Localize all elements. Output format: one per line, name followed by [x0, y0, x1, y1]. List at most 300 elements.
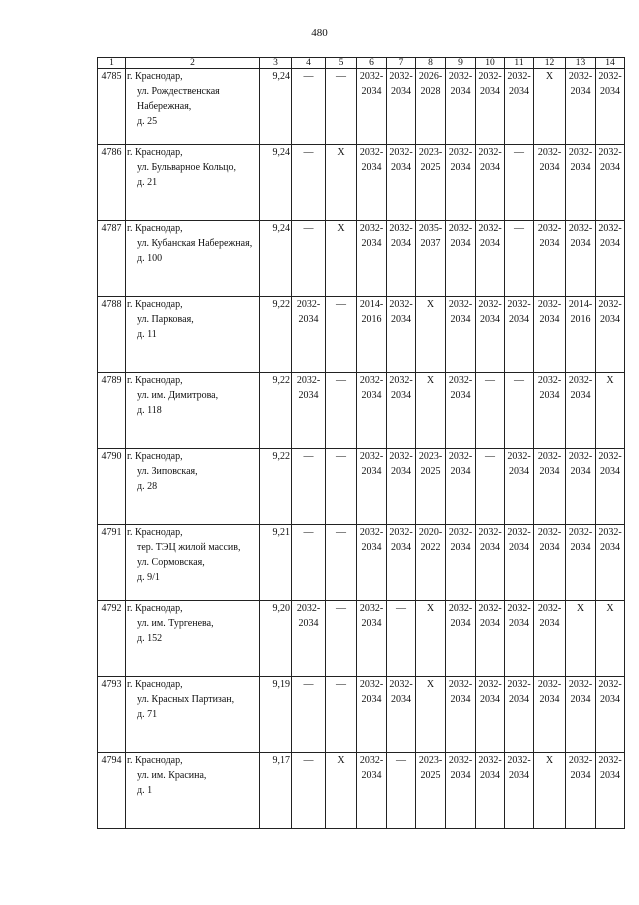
cost-cell: 9,21	[260, 525, 292, 601]
period-end: 2034	[298, 390, 319, 401]
period-end: 2034	[600, 314, 620, 325]
period-end: 2034	[391, 314, 411, 325]
period-cell: —	[476, 373, 505, 449]
period-cell: Х	[416, 601, 446, 677]
period-cell	[566, 449, 596, 525]
period-start: 2032-	[359, 223, 384, 234]
period-start: 2032-	[478, 603, 502, 614]
period-start: 2032-	[448, 223, 473, 234]
row-number: 4792	[98, 601, 126, 677]
period-start: 2032-	[359, 603, 384, 614]
period-cell: —	[326, 449, 357, 525]
table-body	[98, 69, 625, 829]
period-cell	[476, 525, 505, 601]
table-row	[98, 145, 625, 221]
period-end: 2034	[539, 314, 560, 325]
period-end: 2034	[570, 694, 591, 705]
period-start: 2032-	[507, 755, 531, 766]
address-cell	[126, 69, 260, 145]
register-table	[97, 57, 625, 829]
period-start: 2023-	[418, 147, 443, 158]
address-line: д. 9/1	[137, 572, 160, 583]
period-start: 2032-	[568, 147, 593, 158]
period-end: 2025	[420, 466, 441, 477]
address-line: г. Краснодар,	[127, 527, 183, 538]
period-cell	[566, 373, 596, 449]
table-row	[98, 297, 625, 373]
address-line: ул. Зиповская,	[137, 466, 198, 477]
period-cell	[596, 221, 625, 297]
period-end: 2034	[509, 86, 529, 97]
period-end: 2034	[361, 770, 382, 781]
address-line: г. Краснодар,	[127, 71, 183, 82]
period-cell	[566, 145, 596, 221]
period-end: 2034	[570, 466, 591, 477]
period-end: 2034	[509, 314, 529, 325]
table-row	[98, 449, 625, 525]
period-end: 2034	[391, 162, 411, 173]
period-cell: —	[387, 753, 416, 829]
row-number: 4791	[98, 525, 126, 601]
period-cell	[566, 525, 596, 601]
period-end: 2016	[570, 314, 591, 325]
period-cell	[566, 69, 596, 145]
period-cell	[534, 221, 566, 297]
period-cell	[505, 525, 534, 601]
period-cell	[476, 601, 505, 677]
period-start: 2032-	[478, 755, 502, 766]
period-cell	[476, 677, 505, 753]
period-end: 2016	[361, 314, 382, 325]
period-start: 2014-	[568, 299, 593, 310]
period-cell	[566, 221, 596, 297]
period-end: 2034	[361, 86, 382, 97]
period-end: 2034	[539, 466, 560, 477]
address-line: ул. Кубанская Набережная,	[137, 238, 253, 249]
address-line: г. Краснодар,	[127, 603, 183, 614]
period-start: 2032-	[537, 603, 562, 614]
period-cell: Х	[326, 221, 357, 297]
period-start: 2032-	[537, 375, 562, 386]
column-header: 11	[505, 58, 534, 69]
header-row	[98, 58, 625, 69]
period-start: 2032-	[448, 527, 473, 538]
period-start: 2032-	[598, 679, 622, 690]
period-cell: Х	[596, 373, 625, 449]
period-start: 2035-	[418, 223, 443, 234]
period-end: 2034	[361, 238, 382, 249]
period-end: 2034	[298, 314, 319, 325]
address-cell	[126, 373, 260, 449]
period-cell	[357, 373, 387, 449]
period-end: 2034	[600, 86, 620, 97]
period-cell	[416, 145, 446, 221]
period-cell	[416, 525, 446, 601]
period-end: 2034	[480, 542, 500, 553]
period-cell	[505, 297, 534, 373]
period-start: 2032-	[507, 299, 531, 310]
period-start: 2032-	[359, 375, 384, 386]
address-cell	[126, 221, 260, 297]
period-cell	[596, 449, 625, 525]
period-end: 2034	[480, 314, 500, 325]
period-start: 2026-	[418, 71, 443, 82]
period-start: 2023-	[418, 451, 443, 462]
row-number: 4790	[98, 449, 126, 525]
row-number: 4787	[98, 221, 126, 297]
address-line: ул. Бульварное Кольцо,	[137, 162, 237, 173]
period-start: 2032-	[568, 223, 593, 234]
address-line: д. 71	[137, 709, 158, 720]
column-header: 5	[326, 58, 357, 69]
period-end: 2034	[570, 238, 591, 249]
period-cell	[596, 145, 625, 221]
period-cell: —	[505, 373, 534, 449]
period-cell	[534, 525, 566, 601]
period-end: 2034	[539, 390, 560, 401]
address-line: ул. Сормовская,	[137, 557, 205, 568]
period-cell	[387, 525, 416, 601]
address-cell	[126, 145, 260, 221]
table-row	[98, 525, 625, 601]
address-line: д. 152	[137, 633, 163, 644]
period-cell	[357, 145, 387, 221]
period-start: 2032-	[359, 451, 384, 462]
period-start: 2032-	[507, 527, 531, 538]
period-start: 2032-	[537, 451, 562, 462]
period-cell	[534, 373, 566, 449]
period-start: 2032-	[448, 451, 473, 462]
period-end: 2034	[509, 770, 529, 781]
address-line: ул. им. Красина,	[137, 770, 207, 781]
period-start: 2032-	[448, 375, 473, 386]
page-number: 480	[311, 27, 328, 39]
period-start: 2032-	[389, 299, 413, 310]
period-cell	[416, 449, 446, 525]
period-end: 2034	[450, 694, 471, 705]
period-start: 2032-	[448, 147, 473, 158]
address-line: г. Краснодар,	[127, 147, 183, 158]
period-start: 2032-	[359, 527, 384, 538]
period-start: 2032-	[478, 71, 502, 82]
period-cell	[416, 753, 446, 829]
address-line: тер. ТЭЦ жилой массив,	[137, 542, 241, 553]
period-cell	[357, 525, 387, 601]
period-start: 2032-	[478, 223, 502, 234]
address-cell	[126, 753, 260, 829]
period-cell	[387, 145, 416, 221]
table-row	[98, 373, 625, 449]
period-cell	[566, 677, 596, 753]
column-header: 2	[126, 58, 260, 69]
period-start: 2032-	[598, 527, 622, 538]
period-cell: —	[387, 601, 416, 677]
period-start: 2032-	[359, 755, 384, 766]
address-line: д. 21	[137, 177, 158, 188]
period-start: 2032-	[507, 603, 531, 614]
address-line: ул. Красных Партизан,	[137, 694, 235, 705]
column-header: 13	[566, 58, 596, 69]
period-start: 2020-	[418, 527, 443, 538]
period-cell	[505, 69, 534, 145]
period-end: 2028	[420, 86, 441, 97]
period-cell: Х	[534, 753, 566, 829]
period-end: 2034	[570, 390, 591, 401]
period-cell	[357, 753, 387, 829]
period-end: 2025	[420, 770, 441, 781]
table-row	[98, 677, 625, 753]
column-header: 8	[416, 58, 446, 69]
period-cell	[596, 297, 625, 373]
column-header: 10	[476, 58, 505, 69]
period-cell: Х	[416, 373, 446, 449]
table-row	[98, 753, 625, 829]
period-end: 2034	[391, 86, 411, 97]
column-header: 12	[534, 58, 566, 69]
period-cell	[446, 69, 476, 145]
address-cell	[126, 601, 260, 677]
period-start: 2032-	[478, 527, 502, 538]
period-cell	[357, 221, 387, 297]
column-header: 9	[446, 58, 476, 69]
period-end: 2034	[361, 618, 382, 629]
period-end: 2034	[570, 86, 591, 97]
period-end: 2034	[509, 542, 529, 553]
period-end: 2034	[509, 618, 529, 629]
period-start: 2032-	[389, 223, 413, 234]
period-cell: —	[292, 677, 326, 753]
period-start: 2032-	[598, 223, 622, 234]
period-cell: —	[326, 69, 357, 145]
period-cell	[446, 373, 476, 449]
period-cell	[596, 677, 625, 753]
period-cell: Х	[566, 601, 596, 677]
column-header: 4	[292, 58, 326, 69]
period-end: 2034	[361, 466, 382, 477]
period-start: 2032-	[507, 451, 531, 462]
period-end: 2034	[539, 238, 560, 249]
period-end: 2034	[509, 466, 529, 477]
period-cell	[476, 297, 505, 373]
period-cell	[387, 677, 416, 753]
address-cell	[126, 677, 260, 753]
period-cell	[505, 753, 534, 829]
period-start: 2032-	[296, 375, 321, 386]
period-cell	[534, 297, 566, 373]
period-end: 2034	[450, 466, 471, 477]
period-cell	[387, 449, 416, 525]
period-end: 2034	[450, 238, 471, 249]
period-cell: Х	[326, 753, 357, 829]
period-cell: —	[292, 145, 326, 221]
period-cell	[446, 221, 476, 297]
period-start: 2032-	[537, 299, 562, 310]
address-line: д. 118	[137, 405, 162, 416]
period-cell: —	[326, 525, 357, 601]
period-end: 2034	[450, 86, 471, 97]
period-cell	[387, 297, 416, 373]
period-start: 2032-	[537, 527, 562, 538]
period-cell: —	[292, 69, 326, 145]
period-end: 2034	[391, 466, 411, 477]
period-cell	[357, 601, 387, 677]
period-end: 2034	[480, 162, 500, 173]
period-cell	[534, 145, 566, 221]
period-start: 2032-	[389, 679, 413, 690]
period-cell	[446, 297, 476, 373]
period-cell: —	[505, 145, 534, 221]
period-start: 2032-	[448, 679, 473, 690]
row-number: 4794	[98, 753, 126, 829]
period-start: 2032-	[537, 147, 562, 158]
period-end: 2034	[450, 162, 471, 173]
period-start: 2032-	[568, 755, 593, 766]
table-row	[98, 221, 625, 297]
period-cell	[596, 525, 625, 601]
period-cell	[446, 449, 476, 525]
period-cell: —	[292, 221, 326, 297]
period-start: 2032-	[598, 147, 622, 158]
period-cell: Х	[416, 677, 446, 753]
table-row	[98, 69, 625, 145]
period-start: 2032-	[448, 603, 473, 614]
period-end: 2034	[509, 694, 529, 705]
period-cell	[476, 221, 505, 297]
period-end: 2034	[361, 694, 382, 705]
period-start: 2032-	[568, 527, 593, 538]
period-start: 2032-	[478, 147, 502, 158]
row-number: 4785	[98, 69, 126, 145]
column-header: 7	[387, 58, 416, 69]
period-cell	[596, 69, 625, 145]
period-start: 2032-	[389, 527, 413, 538]
period-end: 2034	[570, 542, 591, 553]
period-end: 2034	[450, 770, 471, 781]
period-cell: Х	[326, 145, 357, 221]
period-cell	[292, 601, 326, 677]
address-cell	[126, 525, 260, 601]
address-line: ул. Парковая,	[137, 314, 194, 325]
period-cell	[446, 601, 476, 677]
period-cell	[446, 677, 476, 753]
period-start: 2032-	[568, 451, 593, 462]
period-end: 2034	[480, 618, 500, 629]
period-start: 2032-	[296, 299, 321, 310]
period-end: 2034	[570, 162, 591, 173]
period-end: 2025	[420, 162, 441, 173]
cost-cell: 9,22	[260, 297, 292, 373]
period-cell	[357, 677, 387, 753]
period-start: 2032-	[448, 755, 473, 766]
period-cell	[387, 373, 416, 449]
period-cell: —	[326, 373, 357, 449]
period-start: 2032-	[568, 375, 593, 386]
address-cell	[126, 449, 260, 525]
address-cell	[126, 297, 260, 373]
address-line: ул. Рождественская	[137, 86, 220, 97]
address-line: д. 1	[137, 785, 153, 796]
period-end: 2034	[600, 542, 620, 553]
address-line: г. Краснодар,	[127, 375, 183, 386]
period-end: 2034	[570, 770, 591, 781]
period-cell	[534, 601, 566, 677]
period-end: 2034	[539, 618, 560, 629]
period-cell	[446, 145, 476, 221]
period-cell	[357, 449, 387, 525]
cost-cell: 9,17	[260, 753, 292, 829]
period-start: 2032-	[448, 71, 473, 82]
address-line: г. Краснодар,	[127, 755, 183, 766]
period-cell	[566, 297, 596, 373]
period-end: 2034	[600, 694, 620, 705]
period-cell	[566, 753, 596, 829]
period-start: 2032-	[389, 375, 413, 386]
period-cell: —	[326, 677, 357, 753]
period-start: 2032-	[359, 71, 384, 82]
period-cell	[476, 145, 505, 221]
period-end: 2034	[391, 542, 411, 553]
period-cell: Х	[534, 69, 566, 145]
address-line: д. 100	[137, 253, 163, 264]
period-start: 2032-	[296, 603, 321, 614]
period-cell	[476, 753, 505, 829]
column-header: 6	[357, 58, 387, 69]
period-end: 2022	[420, 542, 441, 553]
address-line: д. 28	[137, 481, 158, 492]
period-start: 2032-	[389, 147, 413, 158]
period-start: 2032-	[537, 223, 562, 234]
column-header: 1	[98, 58, 126, 69]
period-end: 2034	[480, 770, 500, 781]
cost-cell: 9,22	[260, 373, 292, 449]
cost-cell: 9,24	[260, 145, 292, 221]
period-cell: —	[476, 449, 505, 525]
period-cell	[534, 449, 566, 525]
period-cell	[387, 69, 416, 145]
column-header: 14	[596, 58, 625, 69]
period-cell	[476, 69, 505, 145]
period-start: 2032-	[568, 71, 593, 82]
period-cell: —	[292, 525, 326, 601]
period-cell	[416, 221, 446, 297]
period-start: 2032-	[598, 451, 622, 462]
period-end: 2034	[361, 542, 382, 553]
period-cell	[505, 449, 534, 525]
column-header: 3	[260, 58, 292, 69]
period-end: 2034	[539, 162, 560, 173]
period-start: 2032-	[598, 71, 622, 82]
cost-cell: 9,24	[260, 69, 292, 145]
period-cell	[505, 601, 534, 677]
period-cell	[357, 69, 387, 145]
period-cell: —	[326, 297, 357, 373]
period-cell: —	[292, 753, 326, 829]
period-start: 2032-	[389, 71, 413, 82]
period-cell	[292, 297, 326, 373]
period-start: 2032-	[359, 679, 384, 690]
period-end: 2034	[480, 694, 500, 705]
period-start: 2032-	[478, 679, 502, 690]
row-number: 4793	[98, 677, 126, 753]
cost-cell: 9,20	[260, 601, 292, 677]
period-cell: —	[292, 449, 326, 525]
cost-cell: 9,24	[260, 221, 292, 297]
period-end: 2034	[450, 618, 471, 629]
period-end: 2034	[600, 466, 620, 477]
period-end: 2034	[539, 542, 560, 553]
period-cell: —	[505, 221, 534, 297]
period-start: 2032-	[507, 71, 531, 82]
